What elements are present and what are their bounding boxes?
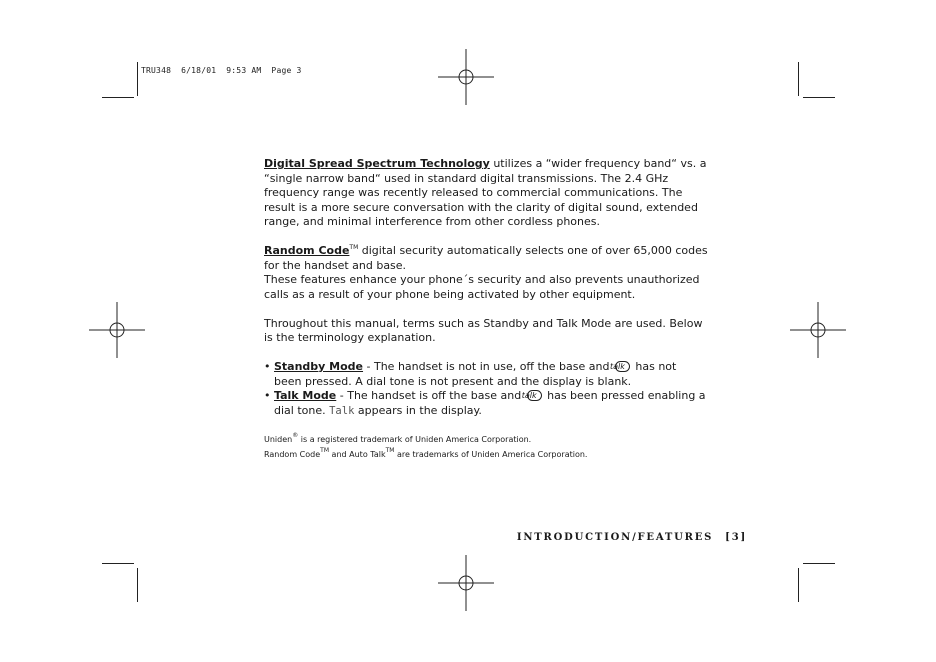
paragraph-terminology bbox=[264, 317, 714, 346]
list-item-talk bbox=[264, 389, 714, 418]
list-item-standby bbox=[264, 360, 714, 389]
crosshair-icon bbox=[438, 49, 494, 105]
random-code-line-1 bbox=[264, 244, 714, 259]
footnote-rc-and: and Auto Talk bbox=[329, 449, 386, 459]
term-standby-mode: Standby Mode bbox=[274, 360, 364, 373]
registration-mark-bottom bbox=[438, 555, 494, 611]
random-code-line-2: for the handset and base. bbox=[264, 258, 407, 272]
crosshair-icon bbox=[790, 302, 846, 358]
dss-line-2: “single narrow band“ used in standard digital transmissions. The 2.4 GHz bbox=[264, 171, 669, 185]
term-talk-mode: Talk Mode bbox=[274, 389, 337, 402]
crosshair-icon bbox=[89, 302, 145, 358]
registered-mark: ® bbox=[292, 432, 299, 439]
bullet-marker: • bbox=[264, 389, 271, 402]
crop-mark-bottom-right-v bbox=[798, 568, 799, 602]
paragraph-dss bbox=[264, 157, 714, 230]
crop-mark-bottom-left-v bbox=[137, 568, 138, 602]
terminology-line-2: is the terminology explanation. bbox=[264, 331, 436, 344]
crop-mark-bottom-right-h bbox=[803, 563, 835, 564]
crop-mark-top-left-v bbox=[137, 62, 138, 96]
footnote-uniden-name: Uniden bbox=[264, 435, 293, 444]
dss-line-4: result is a more secure conversation with the clarity of digital sound, extended bbox=[264, 200, 698, 214]
term-random-code: Random Code bbox=[264, 244, 350, 257]
footnote-random-code bbox=[264, 448, 587, 463]
registration-mark-top bbox=[438, 49, 494, 105]
dss-line-3: frequency range was recently released to commercial communications. The bbox=[264, 186, 683, 199]
random-code-text: digital security automatically selects one of over 65,000 codes bbox=[358, 244, 708, 257]
print-slug: TRU348 6/18/01 9:53 AM Page 3 bbox=[141, 66, 302, 75]
crop-mark-top-right-v bbox=[798, 62, 799, 96]
random-code-line-3: These features enhance your phone´s security and also prevents unauthorized bbox=[264, 273, 700, 286]
talk-line-2b: appears in the display. bbox=[354, 403, 482, 417]
standby-text-b: has not bbox=[631, 360, 677, 373]
page-number: [3] bbox=[725, 532, 747, 543]
body-text bbox=[264, 157, 714, 418]
talk-key-icon: talk bbox=[527, 390, 542, 401]
crop-mark-bottom-left-h bbox=[102, 563, 134, 564]
trademark-footnotes bbox=[264, 433, 587, 462]
footnote-uniden bbox=[264, 433, 587, 448]
standby-text-a: - The handset is not in use, off the base and bbox=[363, 360, 613, 373]
standby-line-2: been pressed. A dial tone is not present and the display is blank. bbox=[274, 374, 632, 388]
footnote-uniden-text: is a registered trademark of Uniden America Corporation. bbox=[298, 435, 532, 444]
trademark-mark: TM bbox=[320, 446, 329, 454]
terminology-line-1: Throughout this manual, terms such as Standby and Talk Mode are used. Below bbox=[264, 316, 703, 330]
lcd-display-text: Talk bbox=[329, 404, 355, 417]
dss-text: utilizes a “wider frequency band“ vs. a bbox=[489, 157, 707, 170]
talk-key-icon: talk bbox=[615, 361, 630, 372]
random-code-line-4: calls as a result of your phone being activated by other equipment. bbox=[264, 287, 636, 301]
trademark-mark: TM bbox=[349, 244, 359, 251]
talk-text-a: - The handset is off the base and bbox=[336, 389, 525, 402]
term-dss: Digital Spread Spectrum Technology bbox=[264, 157, 490, 170]
page-footer bbox=[517, 532, 747, 543]
crosshair-icon bbox=[438, 555, 494, 611]
trademark-mark: TM bbox=[385, 446, 395, 454]
footnote-rc-name: Random Code bbox=[264, 449, 321, 459]
paragraph-random-code bbox=[264, 244, 714, 302]
talk-line-2a: dial tone. bbox=[274, 403, 330, 417]
crop-mark-top-right-h bbox=[803, 97, 835, 98]
dss-line-1 bbox=[264, 157, 714, 172]
registration-mark-right bbox=[790, 302, 846, 358]
section-title: INTRODUCTION/FEATURES bbox=[516, 532, 714, 543]
bullet-marker: • bbox=[264, 360, 271, 373]
talk-text-b: has been pressed enabling a bbox=[543, 389, 706, 402]
mode-list bbox=[264, 360, 714, 418]
footnote-rc-text: are trademarks of Uniden America Corporation. bbox=[394, 449, 588, 459]
dss-line-5: range, and minimal interference from other cordless phones. bbox=[264, 215, 600, 228]
registration-mark-left bbox=[89, 302, 145, 358]
crop-mark-top-left-h bbox=[102, 97, 134, 98]
